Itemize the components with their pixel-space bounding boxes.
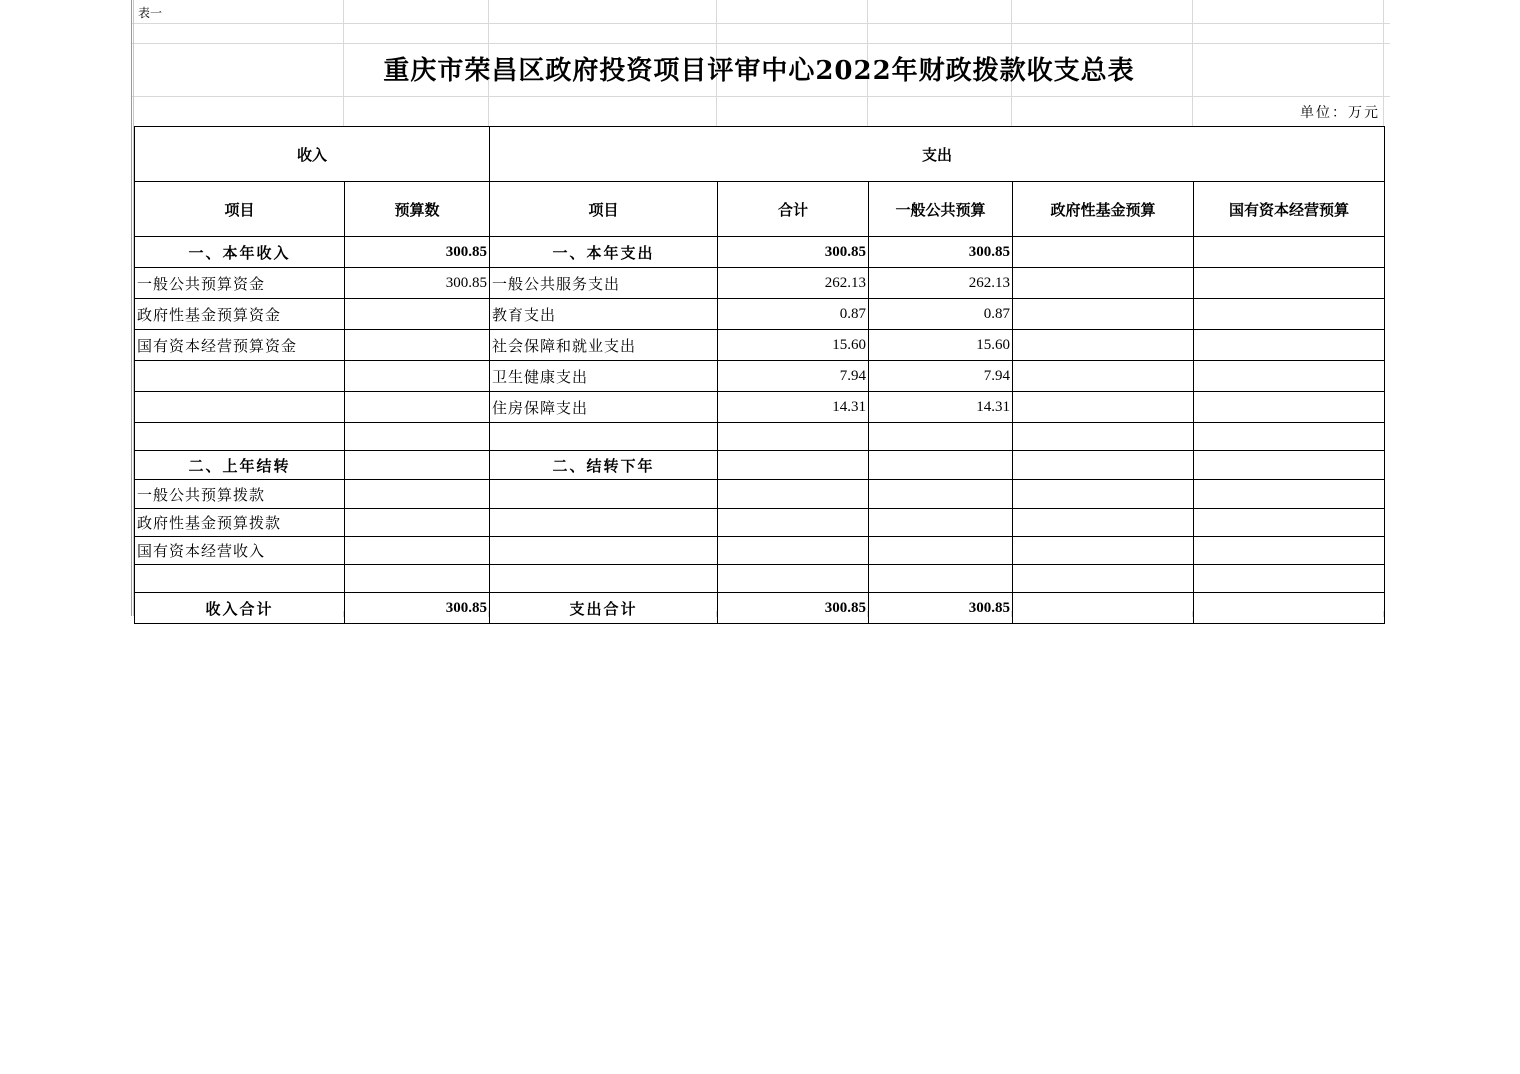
budget-cell — [345, 451, 490, 480]
total-cell — [718, 537, 869, 565]
budget-summary-table — [134, 126, 1385, 624]
state-capital-cell — [1194, 268, 1385, 299]
gov-fund-cell — [1013, 451, 1194, 480]
income-item-cell: 一般公共预算资金 — [135, 268, 345, 299]
state-capital-cell — [1194, 237, 1385, 268]
expense-item-cell: 社会保障和就业支出 — [490, 330, 718, 361]
table-row — [135, 423, 1385, 451]
table-row — [135, 330, 1385, 361]
budget-cell — [345, 423, 490, 451]
unit-label: 单位：万元 — [1300, 105, 1380, 121]
gov-fund-cell — [1013, 237, 1194, 268]
sheet-left-edge — [131, 0, 132, 616]
header-state-capital-budget: 国有资本经营预算 — [1194, 182, 1385, 237]
gov-fund-cell — [1013, 392, 1194, 423]
state-capital-cell — [1194, 480, 1385, 509]
total-cell — [718, 423, 869, 451]
gov-fund-cell — [1013, 299, 1194, 330]
gov-fund-cell — [1013, 565, 1194, 593]
state-capital-cell — [1194, 361, 1385, 392]
general-budget-cell — [869, 423, 1013, 451]
total-cell — [718, 509, 869, 537]
table-row — [135, 392, 1385, 423]
table-row — [135, 509, 1385, 537]
income-item-cell: 政府性基金预算拨款 — [135, 509, 345, 537]
total-cell: 15.60 — [718, 330, 869, 361]
income-item-cell: 收入合计 — [135, 593, 345, 624]
income-item-cell: 国有资本经营预算资金 — [135, 330, 345, 361]
header-total: 合计 — [718, 182, 869, 237]
total-cell — [718, 565, 869, 593]
income-item-cell: 国有资本经营收入 — [135, 537, 345, 565]
budget-cell — [345, 361, 490, 392]
page-title: 重庆市荣昌区政府投资项目评审中心2022年财政拨款收支总表 — [383, 56, 1135, 86]
income-item-cell — [135, 361, 345, 392]
gov-fund-cell — [1013, 423, 1194, 451]
general-budget-cell: 14.31 — [869, 392, 1013, 423]
header-row-columns — [135, 182, 1385, 237]
expense-item-cell — [490, 537, 718, 565]
gov-fund-cell — [1013, 509, 1194, 537]
table-row — [135, 361, 1385, 392]
total-cell: 7.94 — [718, 361, 869, 392]
state-capital-cell — [1194, 565, 1385, 593]
budget-cell: 300.85 — [345, 237, 490, 268]
state-capital-cell — [1194, 593, 1385, 624]
budget-cell — [345, 537, 490, 565]
total-cell: 0.87 — [718, 299, 869, 330]
expense-item-cell: 教育支出 — [490, 299, 718, 330]
budget-cell — [345, 509, 490, 537]
general-budget-cell: 300.85 — [869, 593, 1013, 624]
budget-cell: 300.85 — [345, 268, 490, 299]
budget-cell — [345, 565, 490, 593]
expense-item-cell: 卫生健康支出 — [490, 361, 718, 392]
total-cell — [718, 451, 869, 480]
general-budget-cell: 15.60 — [869, 330, 1013, 361]
gov-fund-cell — [1013, 361, 1194, 392]
sheet-label: 表一 — [138, 6, 163, 20]
general-budget-cell — [869, 537, 1013, 565]
state-capital-cell — [1194, 392, 1385, 423]
general-budget-cell — [869, 509, 1013, 537]
income-item-cell — [135, 392, 345, 423]
spreadsheet-gridlines-bottom — [134, 611, 1384, 617]
income-item-cell: 一、本年收入 — [135, 237, 345, 268]
income-item-cell: 二、上年结转 — [135, 451, 345, 480]
income-item-cell: 一般公共预算拨款 — [135, 480, 345, 509]
header-row-sections — [135, 127, 1385, 182]
header-expense-item: 项目 — [490, 182, 718, 237]
expense-item-cell: 支出合计 — [490, 593, 718, 624]
expense-item-cell — [490, 509, 718, 537]
general-budget-cell — [869, 451, 1013, 480]
general-budget-cell — [869, 565, 1013, 593]
expense-item-cell: 一般公共服务支出 — [490, 268, 718, 299]
header-income: 收入 — [135, 127, 490, 182]
general-budget-cell — [869, 480, 1013, 509]
budget-cell — [345, 480, 490, 509]
gov-fund-cell — [1013, 480, 1194, 509]
expense-item-cell — [490, 423, 718, 451]
header-budget: 预算数 — [345, 182, 490, 237]
state-capital-cell — [1194, 537, 1385, 565]
header-expense: 支出 — [490, 127, 1385, 182]
header-general-budget: 一般公共预算 — [869, 182, 1013, 237]
budget-cell: 300.85 — [345, 593, 490, 624]
income-item-cell: 政府性基金预算资金 — [135, 299, 345, 330]
table-row — [135, 480, 1385, 509]
header-gov-fund-budget: 政府性基金预算 — [1013, 182, 1194, 237]
income-item-cell — [135, 565, 345, 593]
total-cell: 300.85 — [718, 237, 869, 268]
gov-fund-cell — [1013, 330, 1194, 361]
budget-cell — [345, 299, 490, 330]
state-capital-cell — [1194, 451, 1385, 480]
header-income-item: 项目 — [135, 182, 345, 237]
total-cell: 14.31 — [718, 392, 869, 423]
table-row — [135, 537, 1385, 565]
expense-item-cell: 住房保障支出 — [490, 392, 718, 423]
table-row — [135, 237, 1385, 268]
general-budget-cell: 7.94 — [869, 361, 1013, 392]
table-row — [135, 565, 1385, 593]
state-capital-cell — [1194, 299, 1385, 330]
gov-fund-cell — [1013, 537, 1194, 565]
budget-cell — [345, 330, 490, 361]
table-row — [135, 268, 1385, 299]
general-budget-cell: 300.85 — [869, 237, 1013, 268]
general-budget-cell: 262.13 — [869, 268, 1013, 299]
table-row — [135, 593, 1385, 624]
general-budget-cell: 0.87 — [869, 299, 1013, 330]
total-cell: 262.13 — [718, 268, 869, 299]
total-cell: 300.85 — [718, 593, 869, 624]
expense-item-cell — [490, 565, 718, 593]
expense-item-cell: 一、本年支出 — [490, 237, 718, 268]
gov-fund-cell — [1013, 593, 1194, 624]
gov-fund-cell — [1013, 268, 1194, 299]
expense-item-cell — [490, 480, 718, 509]
state-capital-cell — [1194, 423, 1385, 451]
table-row — [135, 451, 1385, 480]
expense-item-cell: 二、结转下年 — [490, 451, 718, 480]
state-capital-cell — [1194, 330, 1385, 361]
state-capital-cell — [1194, 509, 1385, 537]
income-item-cell — [135, 423, 345, 451]
table-row — [135, 299, 1385, 330]
total-cell — [718, 480, 869, 509]
budget-cell — [345, 392, 490, 423]
